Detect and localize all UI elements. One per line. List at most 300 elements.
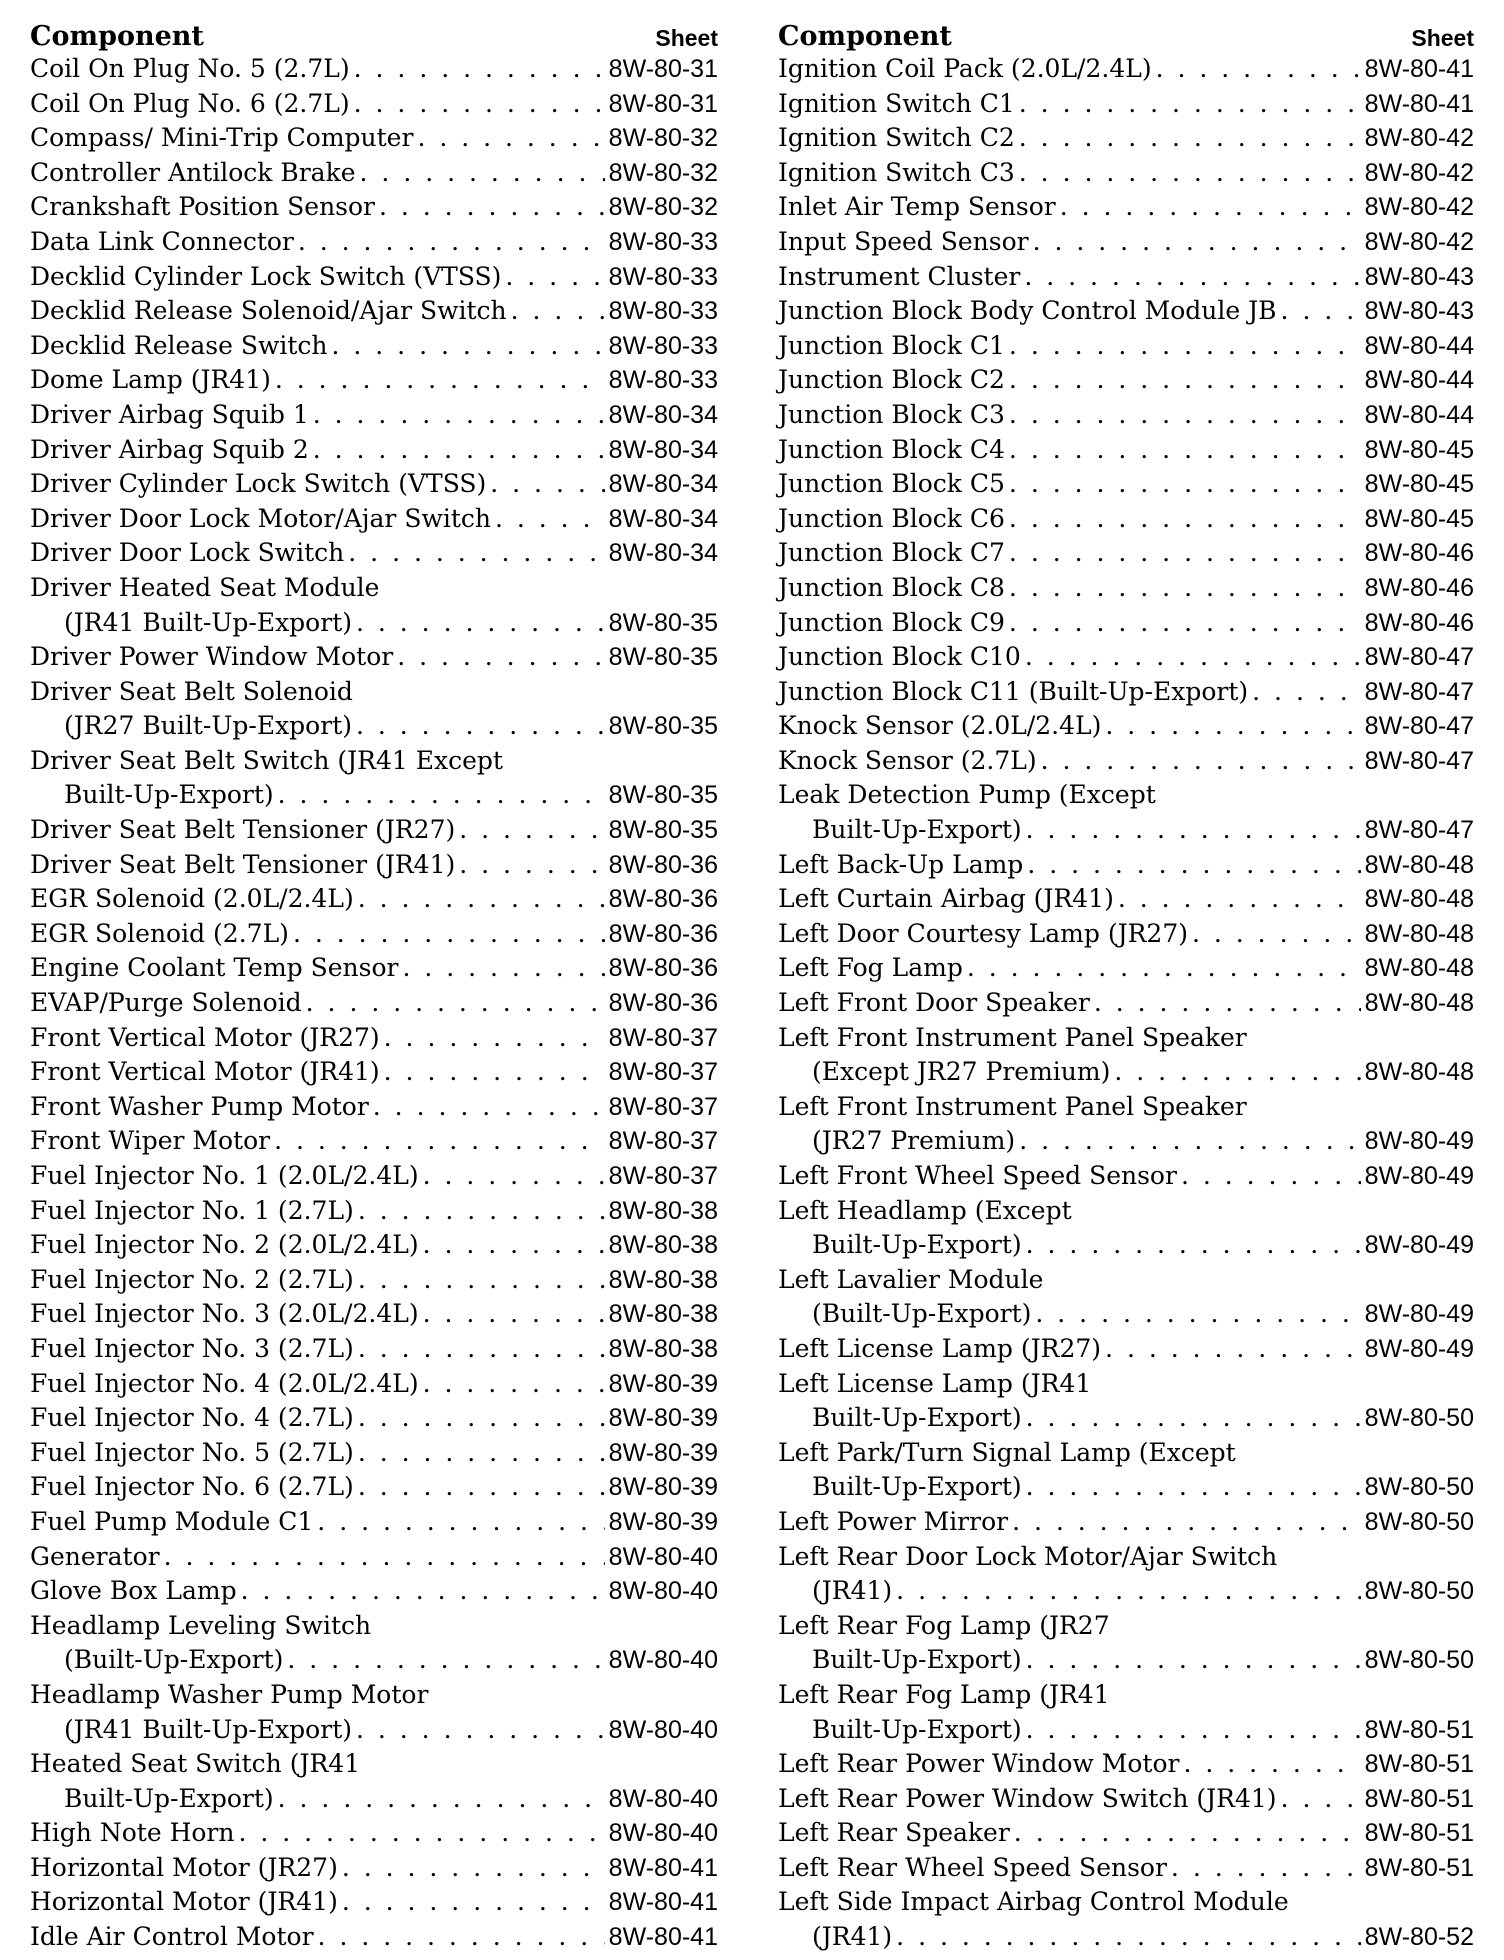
entry-line — [778, 1194, 1474, 1229]
entry-line — [30, 882, 718, 917]
sheet-number: 8W-80-50 — [1364, 1473, 1474, 1502]
component-name: Fuel Injector No. 2 (2.7L) — [30, 1264, 354, 1294]
entry-line — [30, 1159, 718, 1194]
dot-leader — [332, 329, 605, 364]
component-name-continued: (JR41 Built-Up-Export) — [64, 607, 352, 637]
component-name: Front Vertical Motor (JR27) — [30, 1022, 380, 1052]
sheet-number: 8W-80-49 — [1364, 1300, 1474, 1329]
index-entry — [30, 1367, 718, 1402]
dot-leader — [1009, 536, 1361, 571]
entry-line — [778, 156, 1474, 191]
sheet-number: 8W-80-45 — [1364, 504, 1474, 533]
index-entry — [30, 882, 718, 917]
component-name: High Note Horn — [30, 1818, 235, 1848]
dot-leader — [356, 1713, 605, 1748]
index-entry — [778, 1332, 1474, 1367]
component-name: Fuel Injector No. 1 (2.7L) — [30, 1195, 354, 1225]
index-entry — [778, 1782, 1474, 1817]
entry-line — [30, 1609, 718, 1644]
dot-leader — [1009, 606, 1361, 641]
sheet-number: 8W-80-35 — [608, 816, 718, 845]
sheet-number: 8W-80-40 — [608, 1577, 718, 1606]
index-entry — [30, 848, 718, 883]
index-entry — [778, 1505, 1474, 1540]
index-entry — [30, 398, 718, 433]
dot-leader — [896, 1574, 1361, 1609]
sheet-number: 8W-80-51 — [1364, 1784, 1474, 1813]
dot-leader — [358, 1470, 605, 1505]
entry-line — [778, 225, 1474, 260]
entry-line — [30, 156, 718, 191]
column-header — [30, 16, 718, 52]
index-entry — [30, 121, 718, 156]
index-entry — [30, 1678, 718, 1747]
entry-line — [778, 1574, 1474, 1609]
dot-leader — [1060, 190, 1361, 225]
entry-line — [778, 640, 1474, 675]
entry-line — [30, 1332, 718, 1367]
sheet-number: 8W-80-36 — [608, 885, 718, 914]
sheet-number: 8W-80-35 — [608, 781, 718, 810]
sheet-number: 8W-80-50 — [1364, 1507, 1474, 1536]
sheet-number: 8W-80-37 — [608, 1058, 718, 1087]
index-entry — [30, 1609, 718, 1678]
index-entry — [30, 52, 718, 87]
entry-line — [778, 1470, 1474, 1505]
sheet-number: 8W-80-41 — [608, 1888, 718, 1917]
index-entry — [30, 571, 718, 640]
component-name: Front Vertical Motor (JR41) — [30, 1057, 380, 1087]
dot-leader — [1009, 571, 1361, 606]
entry-line — [30, 433, 718, 468]
component-name: Left Door Courtesy Lamp (JR27) — [778, 918, 1188, 948]
entry-line — [778, 1816, 1474, 1851]
component-name-continued: Built-Up-Export) — [812, 1230, 1022, 1260]
dot-leader — [896, 1920, 1361, 1955]
sheet-number: 8W-80-36 — [608, 954, 718, 983]
sheet-number: 8W-80-46 — [1364, 608, 1474, 637]
entry-line — [30, 1713, 718, 1748]
sheet-number: 8W-80-37 — [608, 1092, 718, 1121]
component-name: Idle Air Control Motor — [30, 1922, 314, 1952]
index-entry — [30, 813, 718, 848]
component-name-continued: Built-Up-Export) — [812, 1714, 1022, 1744]
dot-leader — [1171, 1851, 1361, 1886]
sheet-number: 8W-80-45 — [1364, 470, 1474, 499]
dot-leader — [1027, 848, 1360, 883]
dot-leader — [423, 1159, 605, 1194]
dot-leader — [1114, 1055, 1360, 1090]
component-name: Driver Airbag Squib 1 — [30, 399, 309, 429]
entry-line — [778, 1540, 1474, 1575]
index-entry — [778, 1194, 1474, 1263]
component-header: Component — [30, 21, 204, 52]
sheet-number: 8W-80-38 — [608, 1334, 718, 1363]
component-name: Fuel Injector No. 2 (2.0L/2.4L) — [30, 1230, 419, 1260]
entry-line — [778, 709, 1474, 744]
entry-line — [30, 260, 718, 295]
dot-leader — [1026, 1470, 1361, 1505]
dot-leader — [1281, 294, 1361, 329]
entry-line — [778, 433, 1474, 468]
component-name-continued: (JR41) — [812, 1922, 893, 1952]
dot-leader — [313, 433, 605, 468]
sheet-number: 8W-80-33 — [608, 227, 718, 256]
dot-leader — [490, 467, 604, 502]
sheet-number: 8W-80-33 — [608, 297, 718, 326]
component-name: Junction Block C10 — [778, 642, 1021, 672]
sheet-number: 8W-80-42 — [1364, 227, 1474, 256]
dot-leader — [384, 1055, 605, 1090]
component-name: Left Rear Wheel Speed Sensor — [778, 1852, 1167, 1882]
sheet-number: 8W-80-40 — [608, 1646, 718, 1675]
index-entry — [30, 1297, 718, 1332]
dot-leader — [358, 1401, 605, 1436]
sheet-number: 8W-80-48 — [1364, 850, 1474, 879]
sheet-number: 8W-80-38 — [608, 1300, 718, 1329]
sheet-number: 8W-80-37 — [608, 1023, 718, 1052]
entry-line — [778, 1263, 1474, 1298]
index-entry — [778, 433, 1474, 468]
sheet-number: 8W-80-42 — [1364, 158, 1474, 187]
sheet-header: Sheet — [655, 25, 718, 51]
dot-leader — [278, 1782, 605, 1817]
component-name: Ignition Switch C1 — [778, 88, 1015, 118]
sheet-number: 8W-80-39 — [608, 1473, 718, 1502]
entry-line — [30, 363, 718, 398]
sheet-number: 8W-80-43 — [1364, 297, 1474, 326]
index-entry — [30, 986, 718, 1021]
sheet-number: 8W-80-39 — [608, 1507, 718, 1536]
entry-line — [778, 778, 1474, 813]
sheet-number: 8W-80-43 — [1364, 262, 1474, 291]
sheet-number: 8W-80-37 — [608, 1127, 718, 1156]
dot-leader — [511, 294, 605, 329]
component-name-continued: (Built-Up-Export) — [64, 1645, 284, 1675]
index-entry — [778, 121, 1474, 156]
component-name: Fuel Injector No. 5 (2.7L) — [30, 1437, 354, 1467]
entry-line — [30, 675, 718, 710]
index-entry — [778, 87, 1474, 122]
component-name: Left Power Mirror — [778, 1506, 1009, 1536]
sheet-number: 8W-80-35 — [608, 643, 718, 672]
entry-list — [30, 52, 718, 1955]
index-entry — [30, 502, 718, 537]
dot-leader — [293, 917, 605, 952]
entry-line — [778, 1747, 1474, 1782]
sheet-number: 8W-80-38 — [608, 1265, 718, 1294]
entry-line — [778, 467, 1474, 502]
entry-line — [30, 294, 718, 329]
dot-leader — [417, 121, 604, 156]
sheet-number: 8W-80-40 — [608, 1715, 718, 1744]
sheet-number: 8W-80-47 — [1364, 643, 1474, 672]
dot-leader — [1009, 398, 1361, 433]
entry-line — [778, 1643, 1474, 1678]
entry-line — [30, 1470, 718, 1505]
index-entry — [778, 709, 1474, 744]
component-name: Crankshaft Position Sensor — [30, 192, 375, 222]
index-entry — [778, 329, 1474, 364]
entry-line — [778, 87, 1474, 122]
entry-line — [30, 917, 718, 952]
component-name-continued: (JR27 Premium) — [812, 1126, 1016, 1156]
dot-leader — [1024, 260, 1360, 295]
entry-line — [778, 536, 1474, 571]
entry-line — [778, 848, 1474, 883]
component-name: Left Headlamp (Except — [778, 1195, 1072, 1225]
component-name: Engine Coolant Temp Sensor — [30, 953, 399, 983]
sheet-number: 8W-80-50 — [1364, 1404, 1474, 1433]
sheet-number: 8W-80-50 — [1364, 1646, 1474, 1675]
index-entry — [30, 1851, 718, 1886]
index-entry — [778, 156, 1474, 191]
entry-line — [30, 1367, 718, 1402]
component-name: Leak Detection Pump (Except — [778, 780, 1156, 810]
dot-leader — [1025, 640, 1361, 675]
index-entry — [30, 1401, 718, 1436]
entry-line — [778, 1782, 1474, 1817]
component-name: Fuel Injector No. 6 (2.7L) — [30, 1472, 354, 1502]
entry-line — [778, 329, 1474, 364]
dot-leader — [1033, 225, 1361, 260]
entry-line — [30, 1021, 718, 1056]
dot-leader — [348, 536, 604, 571]
dot-leader — [1118, 882, 1361, 917]
dot-leader — [275, 363, 605, 398]
component-name-continued: Built-Up-Export) — [812, 1403, 1022, 1433]
index-entry — [778, 882, 1474, 917]
component-name: Left Front Instrument Panel Speaker — [778, 1022, 1247, 1052]
index-entry — [30, 640, 718, 675]
index-entry — [778, 398, 1474, 433]
entry-line — [30, 778, 718, 813]
index-entry — [30, 744, 718, 813]
component-name: Left Rear Power Window Switch (JR41) — [778, 1783, 1277, 1813]
component-name: Left Back-Up Lamp — [778, 849, 1024, 879]
dot-leader — [241, 1574, 605, 1609]
sheet-number: 8W-80-47 — [1364, 816, 1474, 845]
entry-line — [778, 882, 1474, 917]
component-name: Data Link Connector — [30, 226, 294, 256]
component-name: Left Rear Speaker — [778, 1818, 1010, 1848]
index-entry — [30, 1816, 718, 1851]
sheet-number: 8W-80-40 — [608, 1819, 718, 1848]
component-name: Inlet Air Temp Sensor — [778, 192, 1056, 222]
dot-leader — [1026, 1228, 1361, 1263]
dot-leader — [313, 398, 605, 433]
index-entry — [778, 1851, 1474, 1886]
index-entry — [778, 467, 1474, 502]
dot-leader — [1105, 1332, 1361, 1367]
index-entry — [30, 1920, 718, 1955]
index-entry — [778, 1678, 1474, 1747]
index-entry — [30, 1505, 718, 1540]
entry-line — [30, 1574, 718, 1609]
dot-leader — [354, 52, 605, 87]
component-name: Junction Block C9 — [778, 607, 1005, 637]
component-name: Left Park/Turn Signal Lamp (Except — [778, 1437, 1236, 1467]
index-entry — [778, 1159, 1474, 1194]
component-header: Component — [778, 21, 952, 52]
dot-leader — [1009, 329, 1361, 364]
entry-line — [30, 1194, 718, 1229]
entry-line — [30, 1782, 718, 1817]
sheet-number: 8W-80-41 — [608, 1923, 718, 1952]
sheet-number: 8W-80-44 — [1364, 400, 1474, 429]
component-name-continued: Built-Up-Export) — [64, 1783, 274, 1813]
entry-line — [30, 121, 718, 156]
index-entry — [30, 329, 718, 364]
dot-leader — [423, 1367, 605, 1402]
component-name: Knock Sensor (2.0L/2.4L) — [778, 711, 1102, 741]
component-name: Left Side Impact Airbag Control Module — [778, 1887, 1289, 1917]
dot-leader — [358, 1436, 605, 1471]
dot-leader — [1094, 986, 1361, 1021]
index-entry — [778, 294, 1474, 329]
sheet-number: 8W-80-34 — [608, 504, 718, 533]
index-entry — [30, 1159, 718, 1194]
entry-line — [778, 121, 1474, 156]
entry-line — [30, 190, 718, 225]
index-entry — [778, 1747, 1474, 1782]
index-entry — [778, 1263, 1474, 1332]
component-name: Left Rear Door Lock Motor/Ajar Switch — [778, 1541, 1278, 1571]
index-entry — [30, 1228, 718, 1263]
dot-leader — [358, 1194, 605, 1229]
component-name-continued: Built-Up-Export) — [64, 780, 274, 810]
component-name: EVAP/Purge Solenoid — [30, 988, 302, 1018]
dot-leader — [317, 1505, 604, 1540]
index-entry — [30, 951, 718, 986]
dot-leader — [298, 225, 605, 260]
entry-line — [30, 1297, 718, 1332]
sheet-number: 8W-80-35 — [608, 608, 718, 637]
component-name: Junction Block C11 (Built-Up-Export) — [778, 676, 1249, 706]
index-entry — [778, 52, 1474, 87]
index-entry — [778, 225, 1474, 260]
sheet-number: 8W-80-51 — [1364, 1853, 1474, 1882]
component-name-continued: (JR27 Built-Up-Export) — [64, 711, 352, 741]
component-name: Driver Airbag Squib 2 — [30, 434, 309, 464]
sheet-number: 8W-80-46 — [1364, 573, 1474, 602]
index-entry — [30, 1747, 718, 1816]
entry-line — [30, 398, 718, 433]
entry-line — [30, 225, 718, 260]
component-name: Headlamp Washer Pump Motor — [30, 1679, 429, 1709]
entry-line — [778, 1609, 1474, 1644]
component-name: Decklid Release Solenoid/Ajar Switch — [30, 296, 507, 326]
component-name-continued: (JR41) — [812, 1576, 893, 1606]
sheet-number: 8W-80-40 — [608, 1542, 718, 1571]
sheet-number: 8W-80-33 — [608, 366, 718, 395]
dot-leader — [360, 156, 605, 191]
dot-leader — [356, 606, 605, 641]
index-entry — [30, 433, 718, 468]
sheet-header: Sheet — [1411, 25, 1474, 51]
index-entry — [30, 1055, 718, 1090]
index-entry — [778, 640, 1474, 675]
dot-leader — [505, 260, 604, 295]
component-name: Fuel Injector No. 4 (2.7L) — [30, 1403, 354, 1433]
entry-line — [30, 1228, 718, 1263]
index-entry — [778, 1367, 1474, 1436]
entry-line — [30, 951, 718, 986]
dot-leader — [1009, 467, 1361, 502]
entry-line — [30, 1851, 718, 1886]
sheet-number: 8W-80-49 — [1364, 1334, 1474, 1363]
dot-leader — [1026, 1401, 1361, 1436]
component-name: Fuel Injector No. 1 (2.0L/2.4L) — [30, 1161, 419, 1190]
index-entry — [30, 87, 718, 122]
entry-line — [778, 1332, 1474, 1367]
component-name: Fuel Injector No. 3 (2.7L) — [30, 1333, 354, 1363]
sheet-number: 8W-80-48 — [1364, 1058, 1474, 1087]
entry-line — [778, 1713, 1474, 1748]
index-entry — [778, 986, 1474, 1021]
index-entry — [778, 1021, 1474, 1090]
component-name: Fuel Injector No. 3 (2.0L/2.4L) — [30, 1299, 419, 1329]
entry-line — [778, 398, 1474, 433]
dot-leader — [164, 1540, 605, 1575]
entry-line — [30, 1090, 718, 1125]
component-name: Driver Door Lock Motor/Ajar Switch — [30, 503, 491, 533]
sheet-number: 8W-80-49 — [1364, 1162, 1474, 1190]
dot-leader — [1009, 433, 1361, 468]
index-entry — [30, 1332, 718, 1367]
entry-line — [30, 848, 718, 883]
dot-leader — [1019, 87, 1361, 122]
component-name-continued: Built-Up-Export) — [812, 815, 1022, 845]
sheet-number: 8W-80-48 — [1364, 989, 1474, 1018]
sheet-number: 8W-80-48 — [1364, 885, 1474, 914]
component-name: EGR Solenoid (2.0L/2.4L) — [30, 884, 354, 914]
index-entry — [778, 1436, 1474, 1505]
sheet-number: 8W-80-39 — [608, 1369, 718, 1398]
entry-line — [30, 1401, 718, 1436]
sheet-number: 8W-80-31 — [608, 89, 718, 118]
entry-line — [778, 1851, 1474, 1886]
index-entry — [30, 917, 718, 952]
component-name: Driver Seat Belt Solenoid — [30, 676, 353, 706]
component-name: Left Front Instrument Panel Speaker — [778, 1091, 1247, 1121]
dot-leader — [1019, 121, 1361, 156]
dot-leader — [342, 1851, 605, 1886]
component-name: Front Wiper Motor — [30, 1126, 271, 1156]
entry-line — [778, 606, 1474, 641]
entry-line — [30, 87, 718, 122]
dot-leader — [1156, 52, 1361, 87]
sheet-number: 8W-80-44 — [1364, 331, 1474, 360]
entry-line — [30, 1678, 718, 1713]
sheet-number: 8W-80-46 — [1364, 539, 1474, 568]
entry-line — [778, 1401, 1474, 1436]
entry-line — [778, 744, 1474, 779]
component-name: Junction Block C4 — [778, 434, 1005, 464]
index-entry — [30, 1090, 718, 1125]
sheet-number: 8W-80-47 — [1364, 746, 1474, 775]
entry-line — [778, 986, 1474, 1021]
entry-line — [778, 502, 1474, 537]
component-name: Junction Block C8 — [778, 572, 1005, 602]
dot-leader — [342, 1885, 605, 1920]
component-name: Junction Block Body Control Module JB — [778, 296, 1277, 326]
index-entry — [30, 1263, 718, 1298]
entry-line — [30, 813, 718, 848]
index-entry — [778, 848, 1474, 883]
entry-line — [30, 606, 718, 641]
component-name: Horizontal Motor (JR41) — [30, 1887, 338, 1917]
